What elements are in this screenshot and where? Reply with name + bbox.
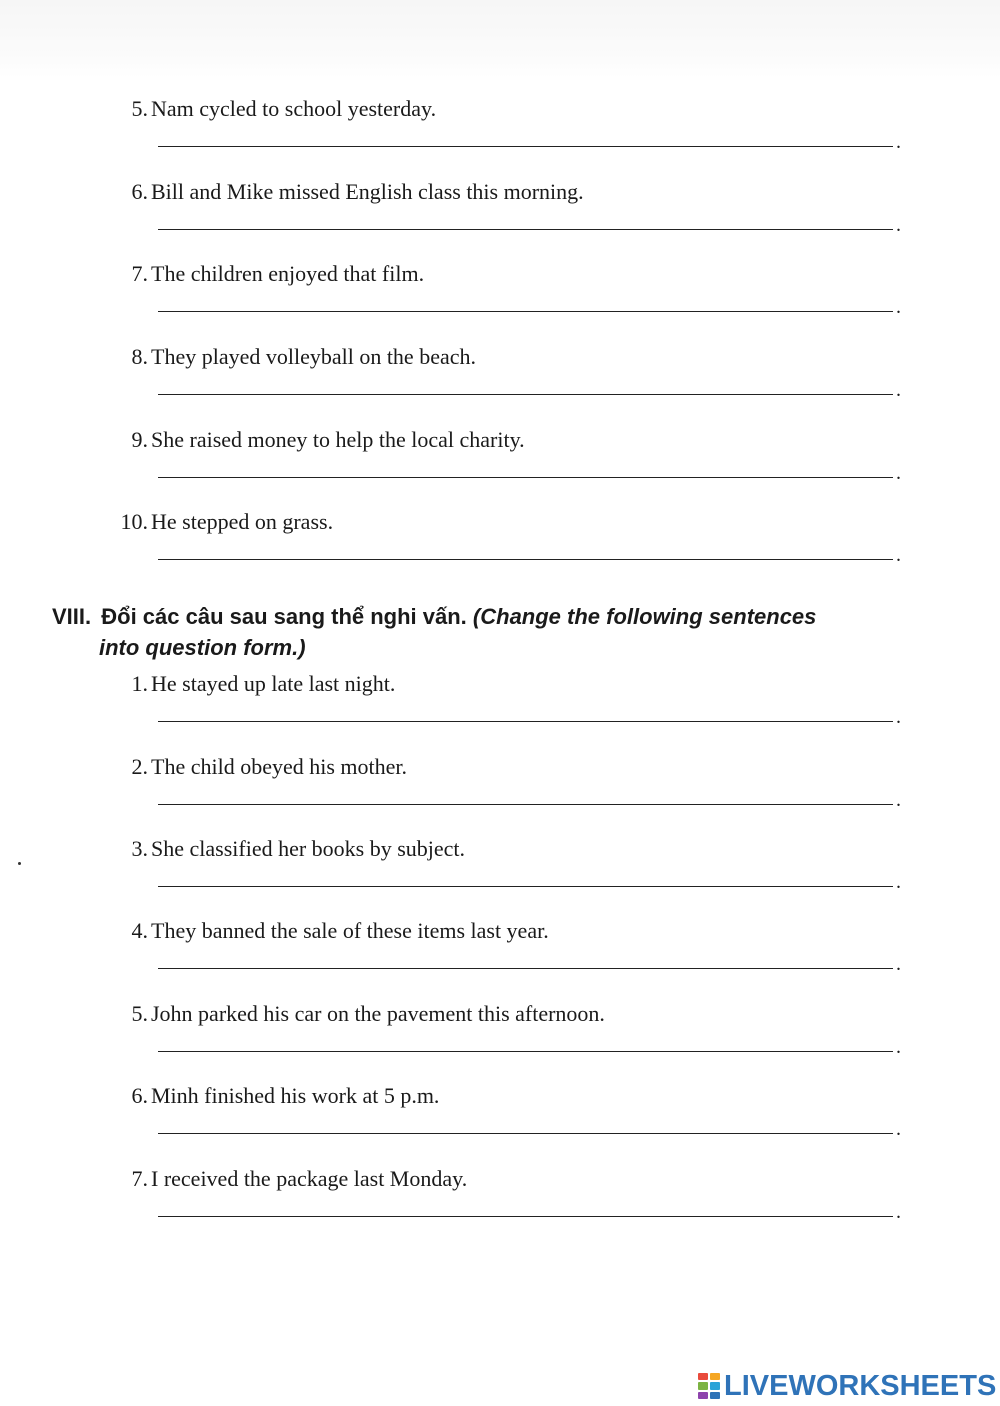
answer-period: . [896, 296, 901, 318]
answer-line[interactable] [158, 146, 893, 147]
answer-line[interactable] [158, 394, 893, 395]
item-number: 4. [131, 918, 148, 943]
instruction-english-part2: into question form.) [99, 635, 306, 660]
item-sentence: He stepped on grass. [151, 509, 334, 534]
answer-period: . [896, 789, 901, 811]
answer-period: . [896, 379, 901, 401]
list-item [0, 261, 1000, 341]
list-item [0, 671, 1000, 751]
answer-period: . [896, 953, 901, 975]
answer-period: . [896, 462, 901, 484]
logo-mark-cell [710, 1382, 720, 1389]
answer-period: . [896, 544, 901, 566]
answer-period: . [896, 706, 901, 728]
item-sentence: She raised money to help the local charity. [151, 427, 525, 452]
item-number: 5. [131, 96, 148, 121]
answer-line[interactable] [158, 229, 893, 230]
item-number: 2. [131, 754, 148, 779]
item-number: 6. [131, 179, 148, 204]
item-sentence: I received the package last Monday. [151, 1166, 468, 1191]
item-sentence: They played volleyball on the beach. [151, 344, 476, 369]
answer-line[interactable] [158, 477, 893, 478]
item-sentence: He stayed up late last night. [151, 671, 396, 696]
list-item [0, 96, 1000, 176]
logo-mark-cell [698, 1392, 708, 1399]
instruction-vietnamese: Đổi các câu sau sang thể nghi vấn. [101, 604, 467, 629]
item-sentence: The child obeyed his mother. [151, 754, 407, 779]
item-sentence: Minh finished his work at 5 p.m. [151, 1083, 440, 1108]
item-number: 9. [131, 427, 148, 452]
answer-line[interactable] [158, 804, 893, 805]
answer-line[interactable] [158, 311, 893, 312]
logo-mark-cell [710, 1392, 720, 1399]
answer-line[interactable] [158, 968, 893, 969]
item-number: 10. [120, 509, 148, 534]
list-item [0, 179, 1000, 259]
item-sentence: John parked his car on the pavement this afternoon. [151, 1001, 605, 1026]
logo-mark-cell [698, 1373, 708, 1380]
item-sentence: Nam cycled to school yesterday. [151, 96, 437, 121]
list-item [0, 754, 1000, 834]
logo-mark-cell [698, 1382, 708, 1389]
list-item [0, 918, 1000, 998]
answer-period: . [896, 1118, 901, 1140]
answer-line[interactable] [158, 559, 893, 560]
answer-line[interactable] [158, 1051, 893, 1052]
answer-period: . [896, 131, 901, 153]
answer-line[interactable] [158, 721, 893, 722]
item-number: 7. [131, 261, 148, 286]
item-number: 5. [131, 1001, 148, 1026]
list-item [0, 427, 1000, 507]
list-item [0, 1083, 1000, 1163]
item-sentence: The children enjoyed that film. [151, 261, 425, 286]
section-viii-heading [52, 601, 952, 663]
answer-period: . [896, 1036, 901, 1058]
scan-header-band [0, 0, 1000, 78]
answer-period: . [896, 1201, 901, 1223]
list-item [0, 1001, 1000, 1081]
answer-period: . [896, 871, 901, 893]
item-sentence: Bill and Mike missed English class this morning. [151, 179, 584, 204]
logo-wordmark: LIVEWORKSHEETS [724, 1370, 997, 1402]
list-item [0, 1166, 1000, 1246]
section-number: VIII. [52, 604, 92, 629]
item-number: 3. [131, 836, 148, 861]
answer-line[interactable] [158, 1133, 893, 1134]
answer-period: . [896, 214, 901, 236]
scan-speck [18, 862, 21, 865]
answer-line[interactable] [158, 1216, 893, 1217]
list-item [0, 509, 1000, 589]
item-number: 1. [131, 671, 148, 696]
item-sentence: She classified her books by subject. [151, 836, 466, 861]
item-number: 6. [131, 1083, 148, 1108]
item-number: 7. [131, 1166, 148, 1191]
item-sentence: They banned the sale of these items last year. [151, 918, 549, 943]
instruction-english-part1: (Change the following sentences [472, 604, 817, 629]
logo-mark-cell [710, 1373, 720, 1380]
list-item [0, 344, 1000, 424]
list-item [0, 836, 1000, 916]
answer-line[interactable] [158, 886, 893, 887]
liveworksheets-logo-icon [698, 1373, 720, 1399]
item-number: 8. [131, 344, 148, 369]
liveworksheets-logo[interactable] [698, 1369, 996, 1403]
